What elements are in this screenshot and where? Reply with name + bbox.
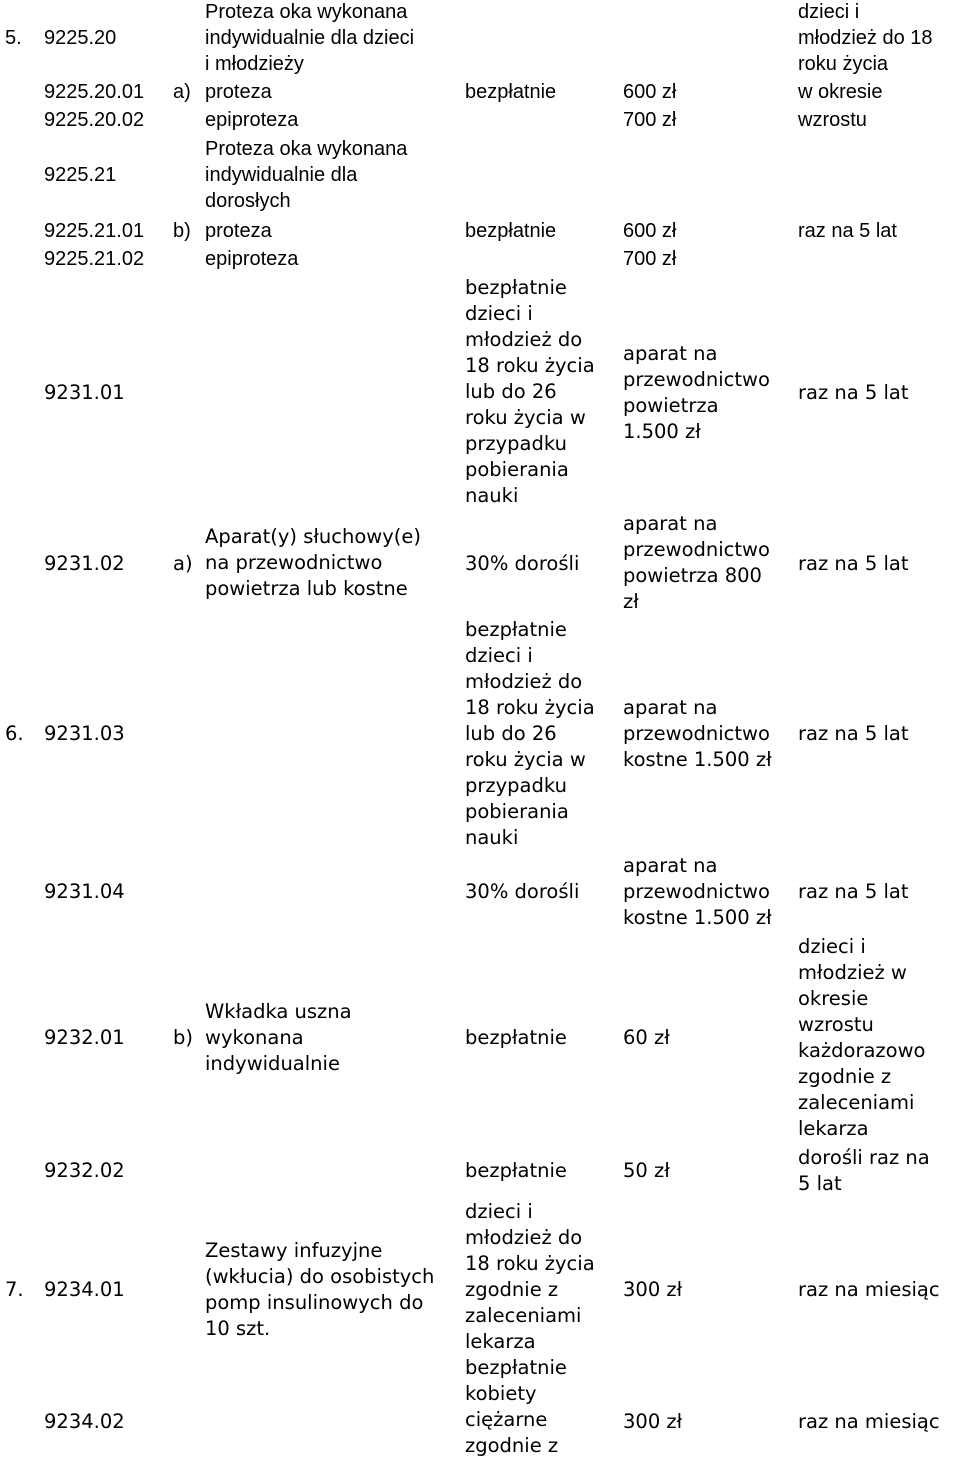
product-name: epiproteza [205, 109, 299, 131]
product-name: Proteza oka wykonana indywidualnie dla dzieci i młodzieży [205, 1, 415, 75]
row-number: 5. [5, 27, 22, 49]
period-note: raz na 5 lat [798, 722, 909, 745]
price-limit: 600 zł [623, 81, 677, 103]
payment-level: dzieci i młodzież do 18 roku życia zgodnie z zaleceniami lekarza [465, 1200, 595, 1353]
subgroup-label: a) [173, 552, 193, 575]
period-note: raz na miesiąc [798, 1278, 940, 1301]
price-limit: aparat na przewodnictwo powietrza 1.500 zł [623, 342, 770, 443]
period-note: raz na 5 lat [798, 880, 909, 903]
product-code: 9225.20 [44, 27, 117, 49]
price-limit: 60 zł [623, 1026, 670, 1049]
product-name: Proteza oka wykonana indywidualnie dla dorosłych [205, 138, 408, 212]
price-limit: 300 zł [623, 1410, 683, 1433]
period-note: dorośli raz na 5 lat [798, 1146, 930, 1195]
subgroup-label: b) [173, 220, 191, 242]
price-limit: 600 zł [623, 220, 677, 242]
product-code: 9225.20.01 [44, 81, 145, 103]
product-code: 9225.21.01 [44, 220, 145, 242]
period-note: raz na miesiąc [798, 1410, 940, 1433]
payment-level: 30% dorośli [465, 880, 580, 903]
payment-level: bezpłatnie [465, 1159, 567, 1182]
payment-level: bezpłatnie kobiety ciężarne zgodnie z [465, 1356, 567, 1457]
row-number: 6. [5, 722, 24, 745]
payment-level: bezpłatnie [465, 220, 557, 242]
price-limit: aparat na przewodnictwo kostne 1.500 zł [623, 696, 772, 771]
period-note: wzrostu [798, 109, 867, 131]
period-note: raz na 5 lat [798, 552, 909, 575]
product-name: proteza [205, 81, 272, 103]
product-name: epiproteza [205, 248, 299, 270]
product-name: Zestawy infuzyjne (wkłucia) do osobistych pomp insulinowych do 10 szt. [205, 1239, 435, 1340]
payment-level: bezpłatnie dzieci i młodzież do 18 roku życia lub do 26 roku życia w przypadku pobierania nauki [465, 618, 595, 849]
payment-level: bezpłatnie dzieci i młodzież do 18 roku życia lub do 26 roku życia w przypadku pobierania nauki [465, 276, 595, 507]
product-code: 9231.04 [44, 880, 125, 903]
period-note: dzieci i młodzież w okresie wzrostu każdorazowo zgodnie z zaleceniami lekarza [798, 935, 926, 1140]
subgroup-label: b) [173, 1026, 193, 1049]
product-code: 9225.21 [44, 164, 117, 186]
subgroup-label: a) [173, 81, 191, 103]
price-limit: 700 zł [623, 109, 677, 131]
product-code: 9225.21.02 [44, 248, 145, 270]
period-note: raz na 5 lat [798, 381, 909, 404]
period-note: dzieci i młodzież do 18 roku życia [798, 1, 933, 75]
product-code: 9231.02 [44, 552, 125, 575]
payment-level: bezpłatnie [465, 81, 557, 103]
product-name: proteza [205, 220, 272, 242]
payment-level: 30% dorośli [465, 552, 580, 575]
payment-level: bezpłatnie [465, 1026, 567, 1049]
period-note: w okresie [798, 81, 883, 103]
product-name: Wkładka uszna wykonana indywidualnie [205, 1000, 352, 1075]
product-code: 9231.01 [44, 381, 125, 404]
price-limit: 700 zł [623, 248, 677, 270]
period-note: raz na 5 lat [798, 220, 897, 242]
row-number: 7. [5, 1278, 24, 1301]
product-code: 9232.01 [44, 1026, 125, 1049]
price-limit: aparat na przewodnictwo powietrza 800 zł [623, 512, 770, 613]
product-code: 9234.01 [44, 1278, 125, 1301]
price-limit: aparat na przewodnictwo kostne 1.500 zł [623, 854, 772, 929]
price-limit: 300 zł [623, 1278, 683, 1301]
product-code: 9225.20.02 [44, 109, 145, 131]
product-code: 9231.03 [44, 722, 125, 745]
product-code: 9232.02 [44, 1159, 125, 1182]
price-limit: 50 zł [623, 1159, 670, 1182]
product-name: Aparat(y) słuchowy(e) na przewodnictwo powietrza lub kostne [205, 525, 422, 600]
product-code: 9234.02 [44, 1410, 125, 1433]
